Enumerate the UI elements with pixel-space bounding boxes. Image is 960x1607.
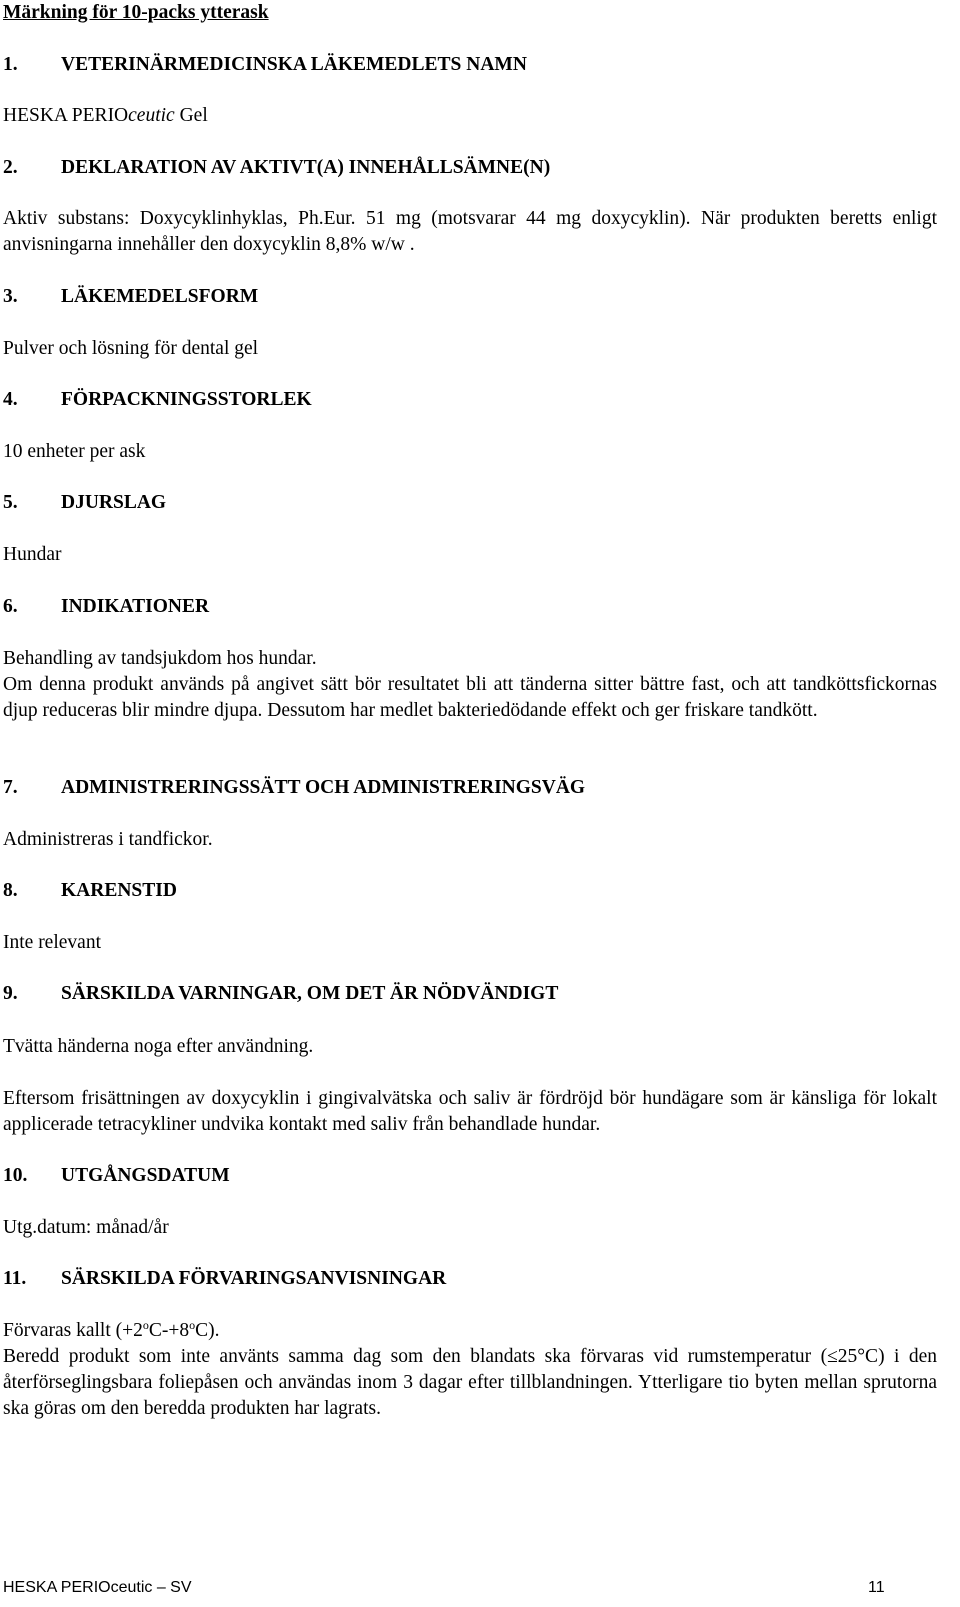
product-name: HESKA PERIOceutic Gel (3, 105, 208, 126)
section-heading-8: 8. KARENSTID (3, 880, 177, 901)
pharmaceutical-form-text: Pulver och lösning för dental gel (3, 338, 259, 359)
withdrawal-text: Inte relevant (3, 932, 101, 953)
section-heading-7: 7. ADMINISTRERINGSSÄTT OCH ADMINISTRERINGSVÄG (3, 777, 586, 798)
indication-text-1: Behandling av tandsjukdom hos hundar. (3, 648, 317, 669)
species-text: Hundar (3, 544, 62, 565)
footer-title: HESKA PERIOceutic – SV (3, 1579, 192, 1596)
section-heading-6: 6. INDIKATIONER (3, 596, 210, 617)
section-heading-3: 3. LÄKEMEDELSFORM (3, 286, 259, 307)
section-heading-2: 2. DEKLARATION AV AKTIVT(A) INNEHÅLLSÄMNE(N) (3, 157, 551, 178)
active-substance-text: Aktiv substans: Doxycyklinhyklas, Ph.Eur. 51 mg (motsvarar 44 mg doxycyklin). När produkten beretts enligt anvisningarna innehåller den doxycyklin 8,8% w/w . (3, 208, 937, 255)
warning-text-1: Tvätta händerna noga efter användning. (3, 1036, 314, 1057)
expiry-text: Utg.datum: månad/år (3, 1217, 169, 1238)
storage-text-2: Beredd produkt som inte använts samma dag som den blandats ska förvaras vid rumstemperatur (≤25°C) i den återförseglingsbara foliepåsen och användas inom 3 dagar efter tillblandningen. Ytterligare tio byten mellan sprutorna ska göras om den beredda produkten har lagrats. (3, 1346, 937, 1419)
section-heading-11: 11. SÄRSKILDA FÖRVARINGSANVISNINGAR (3, 1268, 447, 1289)
indication-text-2: Om denna produkt används på angivet sätt bör resultatet bli att tänderna sitter bättre fast, och att tandköttsfickornas djup reduceras blir mindre djupa. Dessutom har medlet bakteriedödande effekt och ger friskare tandkött. (3, 674, 937, 721)
section-heading-5: 5. DJURSLAG (3, 492, 167, 513)
section-heading-4: 4. FÖRPACKNINGSSTORLEK (3, 389, 312, 410)
warning-text-2: Eftersom frisättningen av doxycyklin i gingivalvätska och saliv är fördröjd bör hundägare som är känsliga för lokalt applicerade tetracykliner undvika kontakt med saliv från behandlade hundar. (3, 1088, 937, 1135)
storage-text-1: Förvaras kallt $(+2^oC-+8^oC)$. (3, 1318, 220, 1341)
administration-text: Administreras i tandfickor. (3, 829, 213, 850)
document-title: Märkning för 10-packs ytterask (3, 2, 269, 23)
section-heading-1: 1. VETERINÄRMEDICINSKA LÄKEMEDLETS NAMN (3, 54, 527, 75)
package-size-text: 10 enheter per ask (3, 441, 146, 462)
page-number: 11 (868, 1579, 885, 1596)
section-heading-10: 10. UTGÅNGSDATUM (3, 1165, 230, 1186)
section-heading-9: 9. SÄRSKILDA VARNINGAR, OM DET ÄR NÖDVÄNDIGT (3, 983, 559, 1004)
